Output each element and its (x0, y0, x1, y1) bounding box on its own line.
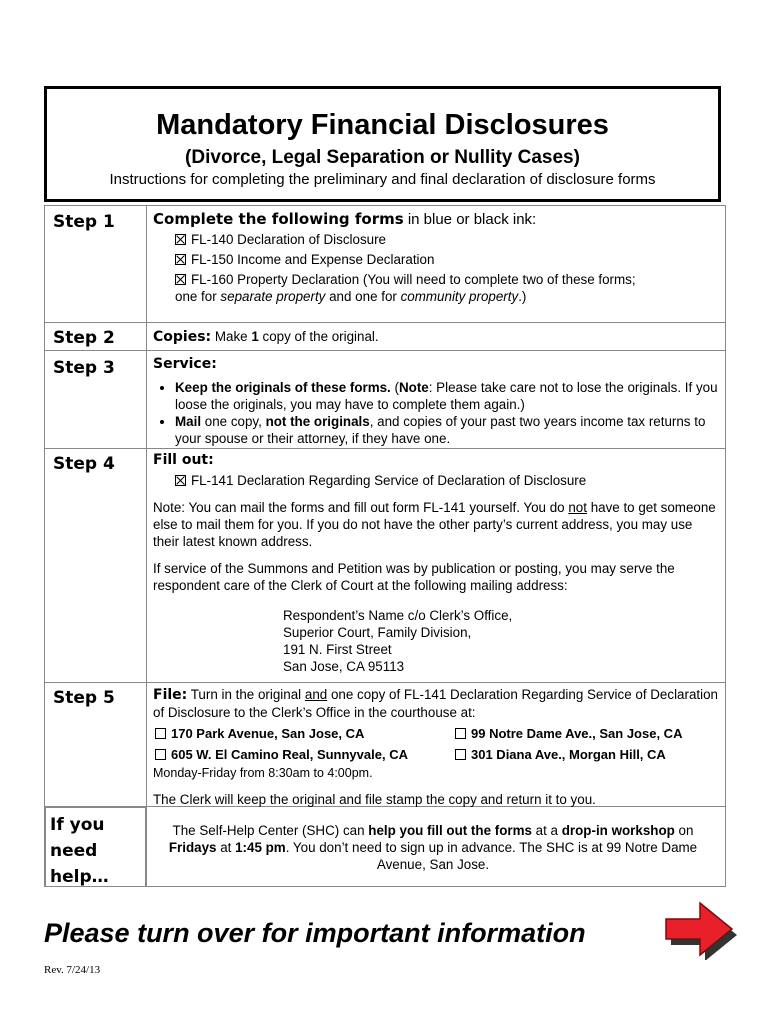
address-line: Superior Court, Family Division, (283, 625, 472, 640)
help-label-box (45, 807, 146, 887)
step-4-content (153, 452, 718, 675)
row-divider (45, 322, 725, 323)
checked-box-icon (175, 274, 186, 285)
empty-checkbox-icon (155, 728, 166, 739)
location-san-jose-notre-dame: 99 Notre Dame Ave., San Jose, CA (455, 726, 682, 741)
address-line: 191 N. First Street (283, 642, 392, 657)
list-item: • Keep the originals of these forms. (Note: Please take care not to lose the originals. If you loose the originals, you may have to complete them again.) (175, 379, 718, 413)
form-fl141: FL-141 Declaration Regarding Service of Declaration of Disclosure (191, 473, 587, 488)
step-3-label: Step 3 (53, 358, 115, 378)
column-divider (146, 206, 147, 886)
step-1-heading: Complete the following forms (153, 210, 404, 228)
revision-date: Rev. 7/24/13 (44, 964, 101, 976)
empty-checkbox-icon (455, 728, 466, 739)
row-divider (45, 350, 725, 351)
location-sunnyvale: 605 W. El Camino Real, Sunnyvale, CA (155, 747, 408, 762)
form-fl160: FL-160 Property Declaration (You will need to complete two of these forms; (191, 272, 636, 287)
step-2-label: Step 2 (53, 328, 115, 348)
title-box (44, 86, 721, 202)
step-4-heading: Fill out: (153, 452, 214, 468)
step-3-heading: Service: (153, 356, 217, 372)
form-fl160-note: one for separate property and one for community property.) (175, 289, 527, 304)
step-1-content (153, 211, 718, 305)
address-line: Respondent’s Name c/o Clerk’s Office, (283, 608, 513, 623)
self-help-center-text: The Self-Help Center (SHC) can help you fill out the forms at a drop-in workshop on Fridays at 1:45 pm. You don’t need to sign up in advance. The SHC is at 99 Notre Dame Avenue, San Jose. (168, 823, 698, 872)
step-4-label: Step 4 (53, 454, 115, 474)
location-morgan-hill: 301 Diana Ave., Morgan Hill, CA (455, 747, 666, 762)
clerk-note: The Clerk will keep the original and file stamp the copy and return it to you. (153, 792, 596, 807)
step-1-heading-rest: in blue or black ink: (403, 211, 537, 228)
step-4-service-text: If service of the Summons and Petition was by publication or posting, you may serve the respondent care of the Clerk of Court at the following mailing address: (153, 561, 675, 593)
footer-turn-over: Please turn over for important information (44, 918, 586, 948)
row-divider (45, 682, 725, 683)
steps-table (44, 205, 726, 887)
form-fl150: FL-150 Income and Expense Declaration (191, 252, 435, 267)
address-line: San Jose, CA 95113 (283, 659, 405, 674)
location-san-jose-park: 170 Park Avenue, San Jose, CA (155, 726, 364, 741)
office-hours: Monday-Friday from 8:30am to 4:00pm. (153, 766, 373, 780)
page-subtitle: (Divorce, Legal Separation or Nullity Cases) (185, 147, 580, 168)
row-divider (45, 448, 725, 449)
empty-checkbox-icon (155, 749, 166, 760)
step-2-heading: Copies: (153, 329, 212, 345)
step-2-content: Copies: Make 1 copy of the original. (153, 329, 379, 345)
page-title: Mandatory Financial Disclosures (156, 109, 609, 141)
form-fl140: FL-140 Declaration of Disclosure (191, 232, 386, 247)
step-5-text: File: Turn in the original and one copy of FL-141 Declaration Regarding Service of Declaration of Disclosure to the Clerk’s Office in the courthouse at: (153, 687, 718, 720)
service-list (153, 379, 718, 447)
checked-box-icon (175, 475, 186, 486)
mailing-address (153, 607, 718, 675)
step-5-heading: File: (153, 687, 188, 703)
step-5-content (153, 686, 718, 721)
empty-checkbox-icon (455, 749, 466, 760)
step-1-label: Step 1 (53, 212, 115, 232)
step-5-label: Step 5 (53, 688, 115, 708)
step-4-note: Note: You can mail the forms and fill out form FL-141 yourself. You do not have to get someone else to mail them for you. If you do not have the other party’s current address, you may use their latest known address. (153, 500, 716, 549)
instructions-line: Instructions for completing the preliminary and final declaration of disclosure forms (109, 171, 656, 188)
checked-box-icon (175, 254, 186, 265)
help-label: If you need help… (50, 815, 109, 887)
red-right-arrow-icon (662, 898, 738, 960)
list-item: • Mail one copy, not the originals, and copies of your past two years income tax returns to your spouse or their attorney, if they have one. (175, 413, 718, 447)
step-3-content (153, 356, 718, 447)
checked-box-icon (175, 234, 186, 245)
